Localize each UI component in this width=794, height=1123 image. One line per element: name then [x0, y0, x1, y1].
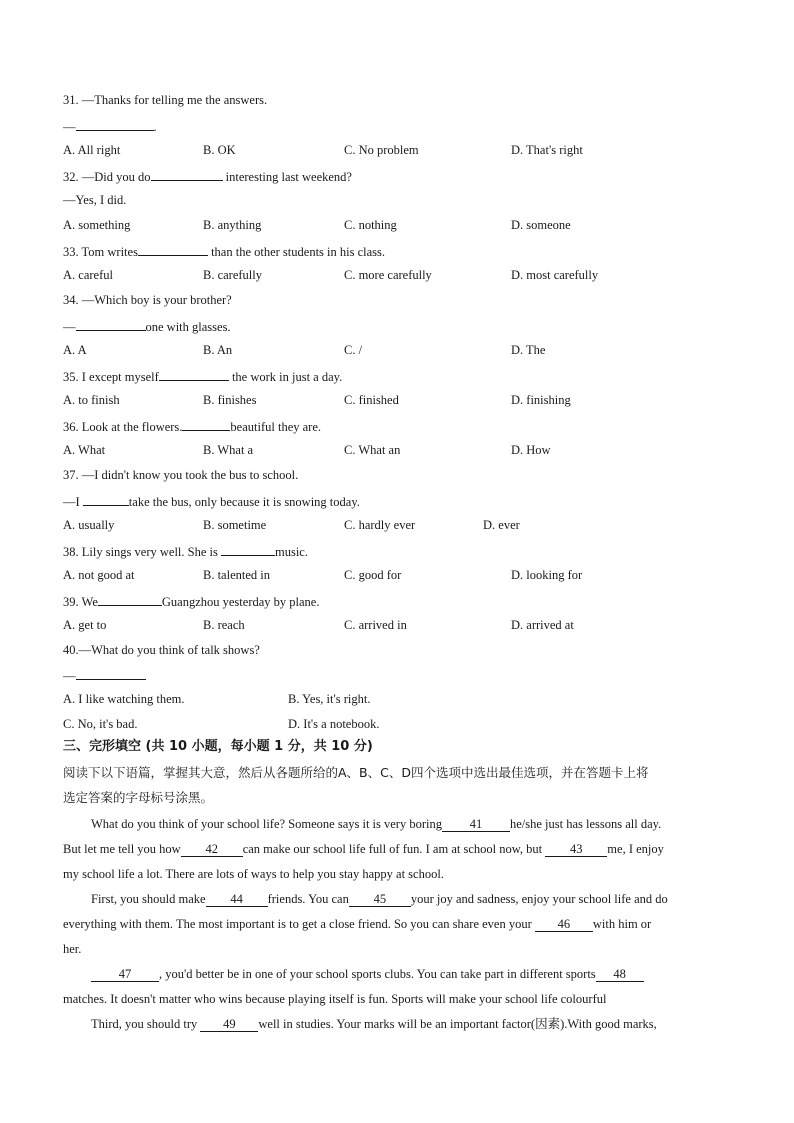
option-c[interactable]: C. hardly ever	[344, 518, 416, 532]
passage-line: matches. It doesn't matter who wins because playing itself is fun. Sports will make your school life colourful	[63, 992, 607, 1006]
option-b[interactable]: B. What a	[203, 443, 254, 457]
option-d[interactable]: D. ever	[483, 518, 520, 532]
question-33-stem: 33. Tom writes than the other students in his class.	[63, 245, 386, 259]
option-a[interactable]: A. to finish	[63, 393, 120, 407]
option-a[interactable]: A. A	[63, 343, 87, 357]
section-title: 三、完形填空 (共 10 小题，每小题 1 分，共 10 分)	[63, 739, 373, 754]
question-34-reply: — one with glasses.	[63, 320, 231, 334]
option-d[interactable]: D. It's a notebook.	[288, 717, 380, 731]
blank-45[interactable]: 45	[349, 892, 411, 907]
answer-blank[interactable]	[76, 118, 154, 131]
option-c[interactable]: C. arrived in	[344, 618, 407, 632]
option-c[interactable]: C. No problem	[344, 143, 419, 157]
option-b[interactable]: B. sometime	[203, 518, 267, 532]
answer-blank[interactable]	[221, 543, 275, 556]
question-31-stem: 31. —Thanks for telling me the answers.	[63, 93, 268, 107]
section-instruction: 阅读下以下语篇，掌握其大意，然后从各题所给的A、B、C、D四个选项中选出最佳选项，并在答题卡上将	[63, 765, 649, 780]
question-31-reply: — .	[63, 120, 157, 134]
answer-blank[interactable]	[182, 418, 230, 431]
option-c[interactable]: C. What an	[344, 443, 401, 457]
question-40-reply: —	[63, 667, 146, 682]
question-32-stem: 32. —Did you do interesting last weekend?	[63, 170, 352, 184]
answer-blank[interactable]	[98, 593, 162, 606]
passage-line: 47 , you'd better be in one of your school sports clubs. You can take part in different sports 48	[91, 967, 644, 982]
passage-line: First, you should make 44 friends. You can 45 your joy and sadness, enjoy your school life and do	[91, 892, 668, 906]
passage-line: her.	[63, 942, 82, 956]
option-b[interactable]: B. Yes, it's right.	[288, 692, 371, 706]
option-c[interactable]: C. nothing	[344, 218, 397, 232]
answer-blank[interactable]	[83, 493, 129, 506]
option-d[interactable]: D. most carefully	[511, 268, 599, 282]
option-c[interactable]: C. /	[344, 343, 363, 357]
blank-44[interactable]: 44	[206, 892, 268, 907]
option-a[interactable]: A. All right	[63, 143, 121, 157]
option-b[interactable]: B. carefully	[203, 268, 263, 282]
passage-line: Third, you should try 49 well in studies. Your marks will be an important factor(因素).With good marks,	[91, 1017, 657, 1031]
option-b[interactable]: B. OK	[203, 143, 236, 157]
question-34-stem: 34. —Which boy is your brother?	[63, 293, 232, 307]
option-d[interactable]: D. someone	[511, 218, 571, 232]
passage-line: my school life a lot. There are lots of ways to help you stay happy at school.	[63, 867, 444, 881]
blank-42[interactable]: 42	[181, 842, 243, 857]
answer-blank[interactable]	[76, 667, 146, 680]
question-35-stem: 35. I except myself the work in just a day.	[63, 370, 343, 384]
option-d[interactable]: D. The	[511, 343, 546, 357]
option-a[interactable]: A. something	[63, 218, 131, 232]
option-b[interactable]: B. finishes	[203, 393, 257, 407]
question-38-stem: 38. Lily sings very well. She is music.	[63, 545, 308, 559]
passage-line: everything with them. The most important is to get a close friend. So you can share even your 46 with him or	[63, 917, 652, 931]
question-39-stem: 39. We Guangzhou yesterday by plane.	[63, 595, 320, 609]
option-b[interactable]: B. talented in	[203, 568, 270, 582]
option-d[interactable]: D. That's right	[511, 143, 583, 157]
option-a[interactable]: A. What	[63, 443, 106, 457]
section-instruction-cont: 选定答案的字母标号涂黑。	[63, 790, 214, 805]
answer-blank[interactable]	[138, 243, 208, 256]
passage-line: But let me tell you how 42 can make our school life full of fun. I am at school now, but 43 me, I enjoy	[63, 842, 664, 856]
option-b[interactable]: B. An	[203, 343, 233, 357]
question-37-stem: 37. —I didn't know you took the bus to school.	[63, 468, 299, 482]
option-a[interactable]: A. careful	[63, 268, 113, 282]
option-a[interactable]: A. I like watching them.	[63, 692, 185, 706]
answer-blank[interactable]	[159, 368, 229, 381]
passage-line: What do you think of your school life? Someone says it is very boring 41 he/she just has lessons all day.	[91, 817, 662, 831]
blank-47[interactable]: 47	[91, 967, 159, 982]
option-d[interactable]: D. How	[511, 443, 551, 457]
option-b[interactable]: B. reach	[203, 618, 245, 632]
option-c[interactable]: C. more carefully	[344, 268, 432, 282]
blank-49[interactable]: 49	[200, 1017, 258, 1032]
answer-blank[interactable]	[151, 168, 223, 181]
option-a[interactable]: A. get to	[63, 618, 107, 632]
option-c[interactable]: C. finished	[344, 393, 399, 407]
option-d[interactable]: D. looking for	[511, 568, 583, 582]
option-d[interactable]: D. finishing	[511, 393, 571, 407]
option-d[interactable]: D. arrived at	[511, 618, 574, 632]
question-37-reply: —I take the bus, only because it is snowing today.	[63, 495, 360, 509]
question-40-stem: 40.—What do you think of talk shows?	[63, 643, 260, 657]
answer-blank[interactable]	[76, 318, 146, 331]
question-32-reply: —Yes, I did.	[63, 193, 127, 207]
blank-48[interactable]: 48	[596, 967, 644, 982]
blank-46[interactable]: 46	[535, 917, 593, 932]
option-a[interactable]: A. not good at	[63, 568, 135, 582]
question-36-stem: 36. Look at the flowers. beautiful they are.	[63, 420, 322, 434]
blank-41[interactable]: 41	[442, 817, 510, 832]
blank-43[interactable]: 43	[545, 842, 607, 857]
option-b[interactable]: B. anything	[203, 218, 262, 232]
option-c[interactable]: C. good for	[344, 568, 402, 582]
option-a[interactable]: A. usually	[63, 518, 115, 532]
option-c[interactable]: C. No, it's bad.	[63, 717, 138, 731]
